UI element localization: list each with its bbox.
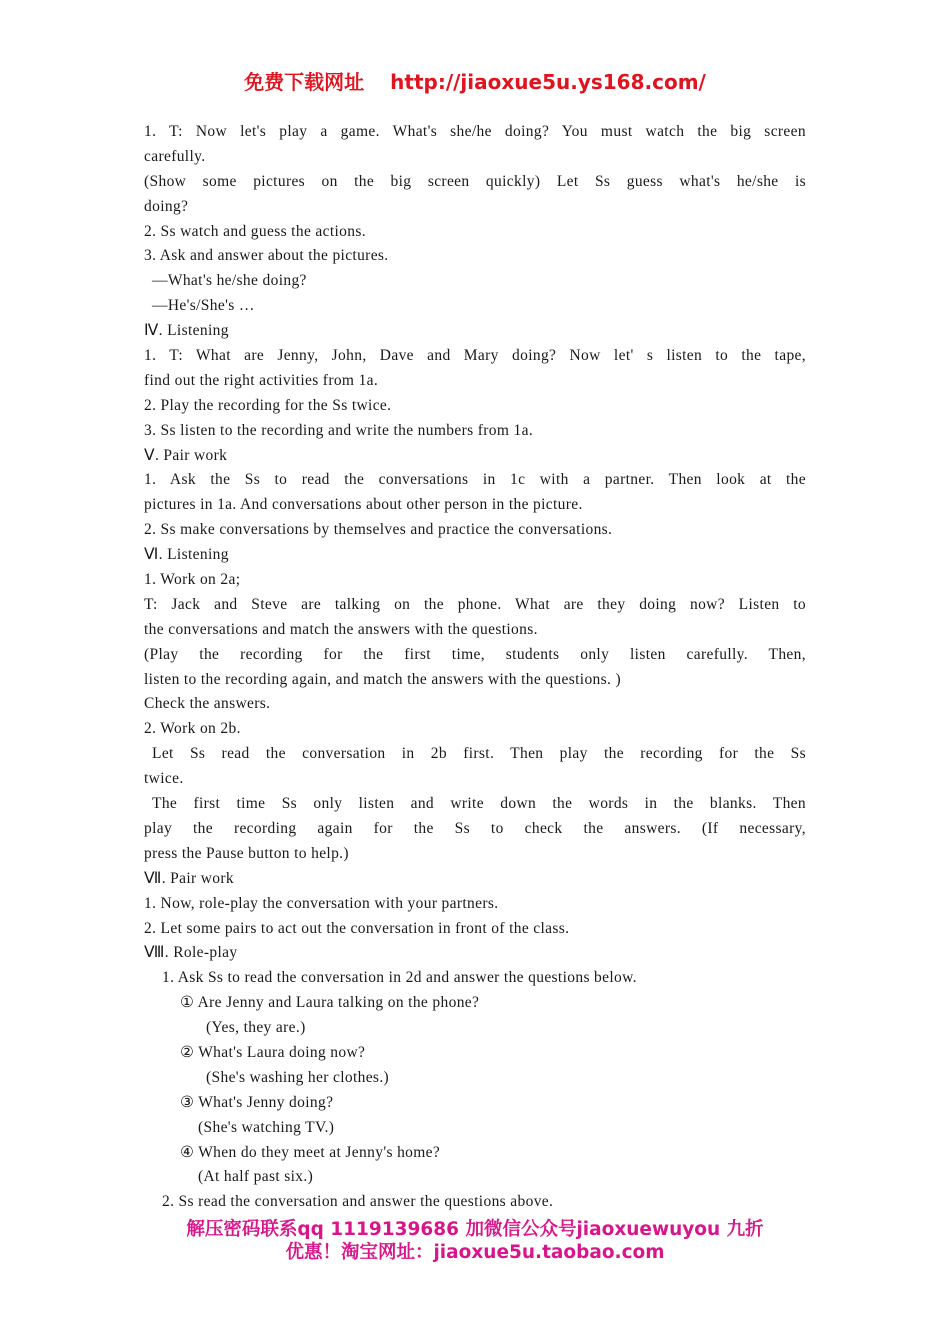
- answer-line: (Yes, they are.): [206, 1019, 306, 1037]
- text-line: 2. Play the recording for the Ss twice.: [144, 396, 392, 414]
- page-footer: [0, 1218, 950, 1264]
- question-line: ① Are Jenny and Laura talking on the phone?: [180, 994, 480, 1012]
- text-line: pictures in 1a. And conversations about other person in the picture.: [144, 496, 583, 514]
- question-line: ④ When do they meet at Jenny's home?: [180, 1143, 441, 1161]
- text-line: 2. Ss make conversations by themselves and practice the conversations.: [144, 521, 613, 539]
- text-line: 1. T: Now let's play a game. What's she/he doing? You must watch the big screen: [144, 123, 806, 140]
- section-heading: Ⅵ. Listening: [144, 546, 229, 564]
- text-line: play the recording again for the Ss to check the answers. (If necessary,: [144, 819, 806, 837]
- text-line: 2. Work on 2b.: [144, 720, 241, 738]
- section-heading: Ⅳ. Listening: [144, 322, 229, 340]
- text-line: 1. Ask the Ss to read the conversations in 1c with a partner. Then look at the: [144, 471, 806, 489]
- page-header: [0, 66, 950, 95]
- text-line: 1. Work on 2a;: [144, 571, 241, 589]
- text-line: listen to the recording again, and match the answers with the questions. ): [144, 670, 622, 688]
- header-url-link[interactable]: http://jiaoxue5u.ys168.com/: [390, 70, 706, 94]
- answer-line: (She's watching TV.): [198, 1118, 335, 1136]
- footer-line-1: 解压密码联系qq 1119139686 加微信公众号jiaoxuewuyou 九折: [186, 1219, 764, 1240]
- text-line: 1. T: What are Jenny, John, Dave and Mary doing? Now let' s listen to the tape,: [144, 347, 806, 365]
- text-line: (Show some pictures on the big screen quickly) Let Ss guess what's he/she is: [144, 172, 806, 190]
- section-heading: Ⅶ. Pair work: [144, 869, 235, 887]
- footer-line-2: 优惠！淘宝网址：jiaoxue5u.taobao.com: [285, 1242, 665, 1263]
- question-line: ③ What's Jenny doing?: [180, 1093, 334, 1111]
- text-line: The first time Ss only listen and write down the words in the blanks. Then: [152, 795, 806, 813]
- text-line: 2. Let some pairs to act out the conversation in front of the class.: [144, 919, 570, 937]
- question-line: ② What's Laura doing now?: [180, 1043, 366, 1061]
- text-line: press the Pause button to help.): [144, 844, 349, 862]
- section-heading: Ⅷ. Role-play: [144, 944, 238, 962]
- text-line: 2. Ss read the conversation and answer the questions above.: [162, 1193, 554, 1211]
- text-line: twice.: [144, 770, 184, 788]
- document-body: [144, 120, 806, 1215]
- text-line: —What's he/she doing?: [152, 272, 307, 290]
- text-line: (Play the recording for the first time, students only listen carefully. Then,: [144, 645, 806, 663]
- section-heading: Ⅴ. Pair work: [144, 446, 228, 464]
- text-line: Check the answers.: [144, 695, 271, 713]
- text-line: Let Ss read the conversation in 2b first. Then play the recording for the Ss: [152, 745, 806, 763]
- text-line: 1. Now, role-play the conversation with your partners.: [144, 894, 499, 912]
- header-site-name: 免费下载网址: [244, 70, 365, 94]
- text-line: 1. Ask Ss to read the conversation in 2d and answer the questions below.: [162, 969, 637, 987]
- text-line: —He's/She's …: [152, 297, 255, 315]
- answer-line: (At half past six.): [198, 1168, 314, 1186]
- text-line: find out the right activities from 1a.: [144, 371, 379, 389]
- answer-line: (She's washing her clothes.): [206, 1068, 390, 1086]
- text-line: 3. Ask and answer about the pictures.: [144, 247, 389, 265]
- text-line: 2. Ss watch and guess the actions.: [144, 222, 366, 240]
- text-line: carefully.: [144, 147, 206, 165]
- text-line: T: Jack and Steve are talking on the phone. What are they doing now? Listen to: [144, 595, 806, 613]
- text-line: the conversations and match the answers with the questions.: [144, 620, 538, 638]
- text-line: doing?: [144, 197, 189, 215]
- text-line: 3. Ss listen to the recording and write the numbers from 1a.: [144, 421, 534, 439]
